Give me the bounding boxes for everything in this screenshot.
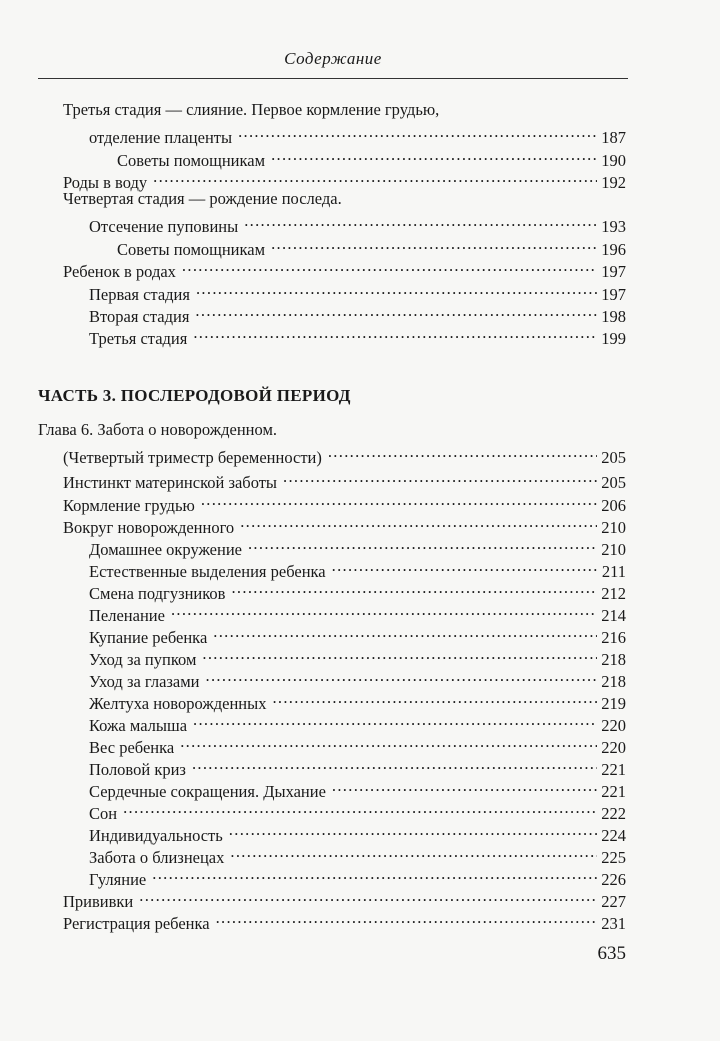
toc-entry: [89, 863, 626, 889]
dot-leader: [201, 489, 597, 511]
toc-entry-page: 220: [601, 716, 626, 735]
dot-leader: [139, 885, 597, 907]
toc-entry-title: отделение плаценты: [89, 128, 233, 147]
toc-entry-page: 225: [601, 848, 626, 867]
toc-entry: [89, 643, 626, 669]
dot-leader: [123, 797, 597, 819]
toc-entry-page: 187: [601, 128, 626, 147]
dot-leader: [152, 863, 597, 885]
toc-entry-title: Половой криз: [89, 760, 186, 779]
toc-entry-title: Индивидуальность: [89, 826, 223, 845]
dot-leader: [192, 753, 597, 775]
toc-entry-page: 231: [601, 914, 626, 933]
toc-entry-title: Советы помощникам: [117, 240, 266, 259]
dot-leader: [328, 441, 597, 463]
toc-entry-page: 205: [601, 448, 626, 467]
toc-entry-page: 216: [601, 628, 626, 647]
toc-entry-title: Желтуха новорожденных: [89, 694, 267, 713]
toc-entry-title: Смена подгузников: [89, 584, 226, 603]
toc-entry: [63, 489, 626, 515]
toc-entry-title: Пеленание: [89, 606, 165, 625]
dot-leader: [216, 907, 598, 929]
dot-leader: [193, 322, 597, 344]
toc-entry: [89, 819, 626, 845]
dot-leader: [180, 731, 597, 753]
dot-leader: [283, 466, 597, 488]
toc-entry-page: 197: [601, 285, 626, 304]
dot-leader: [195, 300, 597, 322]
toc-entry-page: 220: [601, 738, 626, 757]
dot-leader: [229, 819, 597, 841]
toc-entry: [89, 841, 626, 867]
toc-entry: [89, 533, 626, 559]
dot-leader: [271, 233, 597, 255]
toc-entry-page: 218: [601, 672, 626, 691]
toc-entry: [89, 121, 626, 147]
toc-entry: [89, 555, 626, 581]
toc-entry-title: Отсечение пуповины: [89, 217, 239, 236]
toc-entry-title: Уход за пупком: [89, 650, 197, 669]
toc-entry-title: Советы помощникам: [117, 151, 266, 170]
toc-entry: [89, 322, 626, 348]
toc-entry: [89, 210, 626, 236]
toc-entry-page: 198: [601, 307, 626, 326]
dot-leader: [202, 643, 597, 665]
dot-leader: [153, 166, 597, 188]
toc-entry: [89, 577, 626, 603]
page-number: 635: [597, 943, 626, 964]
toc-entry-title: Инстинкт материнской заботы: [63, 473, 278, 492]
toc-entry-page: 222: [601, 804, 626, 823]
toc-entry-page: 219: [601, 694, 626, 713]
toc-entry: [117, 144, 626, 170]
toc-entry: [89, 731, 626, 757]
chapter-heading: [38, 419, 277, 441]
toc-entry-page: 227: [601, 892, 626, 911]
toc-entry-title: Гуляние: [89, 870, 147, 889]
toc-entry-page: 226: [601, 870, 626, 889]
toc-entry: [63, 99, 439, 121]
dot-leader: [272, 687, 597, 709]
dot-leader: [231, 577, 597, 599]
running-header: Содержание: [284, 49, 382, 68]
toc-entry: [117, 233, 626, 259]
toc-entry-title: (Четвертый триместр беременности): [63, 448, 322, 467]
toc-entry-page: 190: [601, 151, 626, 170]
toc-entry-title: Третья стадия: [89, 329, 188, 348]
dot-leader: [271, 144, 597, 166]
header-rule: [38, 78, 628, 79]
toc-entry-page: 210: [601, 518, 626, 537]
toc-entry-title: Уход за глазами: [89, 672, 200, 691]
toc-entry: [89, 709, 626, 735]
part-heading: ЧАСТЬ 3. ПОСЛЕРОДОВОЙ ПЕРИОД: [38, 386, 351, 405]
toc-entry-title: Естественные выделения ребенка: [89, 562, 326, 581]
toc-entry: [63, 511, 626, 537]
toc-entry: [63, 255, 626, 281]
dot-leader: [332, 775, 597, 797]
dot-leader: [244, 210, 597, 232]
dot-leader: [182, 255, 597, 277]
toc-entry-title: Четвертая стадия — рождение последа.: [63, 189, 342, 208]
toc-entry: [89, 775, 626, 801]
toc-entry-page: 206: [601, 496, 626, 515]
toc-entry-title: Сон: [89, 804, 118, 823]
toc-entry-page: 197: [601, 262, 626, 281]
toc-entry-title: Вторая стадия: [89, 307, 190, 326]
toc-entry-page: 214: [601, 606, 626, 625]
toc-entry-title: Регистрация ребенка: [63, 914, 210, 933]
toc-entry-title: Кожа малыша: [89, 716, 188, 735]
toc-entry-title: Прививки: [63, 892, 134, 911]
toc-entry-page: 193: [601, 217, 626, 236]
toc-entry-page: 224: [601, 826, 626, 845]
toc-entry: [89, 621, 626, 647]
toc-entry-page: 192: [601, 173, 626, 192]
toc-entry-title: Третья стадия — слияние. Первое кормление грудью,: [63, 100, 440, 119]
toc-entry-title: Купание ребенка: [89, 628, 208, 647]
dot-leader: [213, 621, 597, 643]
toc-entry-page: 221: [601, 782, 626, 801]
toc-entry-title: Вес ребенка: [89, 738, 175, 757]
toc-entry-title: Кормление грудью: [63, 496, 195, 515]
toc-entry: [89, 300, 626, 326]
toc-entry-page: 211: [601, 562, 626, 581]
toc-entry: [89, 665, 626, 691]
toc-entry: [89, 687, 626, 713]
toc-entry: [89, 753, 626, 779]
toc-entry-page: 199: [601, 329, 626, 348]
toc-entry-title: Вокруг новорожденного: [63, 518, 235, 537]
toc-entry-page: 218: [601, 650, 626, 669]
toc-entry-title: Забота о близнецах: [89, 848, 225, 867]
toc-entry-title: Первая стадия: [89, 285, 190, 304]
toc-entry: [63, 441, 626, 467]
toc-entry-page: 221: [601, 760, 626, 779]
dot-leader: [332, 555, 598, 577]
dot-leader: [248, 533, 597, 555]
toc-entry-page: 210: [601, 540, 626, 559]
toc-entry: [63, 885, 626, 911]
toc-entry-title: Домашнее окружение: [89, 540, 242, 559]
toc-entry-title: Ребенок в родах: [63, 262, 176, 281]
dot-leader: [240, 511, 597, 533]
toc-entry: [63, 188, 342, 210]
dot-leader: [206, 665, 598, 687]
dot-leader: [193, 709, 597, 731]
toc-entry: [63, 907, 626, 933]
toc-entry: [63, 166, 626, 192]
toc-entry-title: Роды в воду: [63, 173, 148, 192]
toc-entry-page: 205: [601, 473, 626, 492]
toc-entry: [63, 466, 626, 492]
dot-leader: [238, 121, 597, 143]
dot-leader: [196, 278, 597, 300]
toc-entry: [89, 599, 626, 625]
toc-entry-title: Сердечные сокращения. Дыхание: [89, 782, 326, 801]
toc-entry-title: Глава 6. Забота о новорожденном.: [38, 420, 278, 439]
toc-entry: [89, 797, 626, 823]
toc-entry-page: 196: [601, 240, 626, 259]
toc-entry-page: 212: [601, 584, 626, 603]
toc-entry: [89, 278, 626, 304]
dot-leader: [230, 841, 597, 863]
dot-leader: [171, 599, 597, 621]
